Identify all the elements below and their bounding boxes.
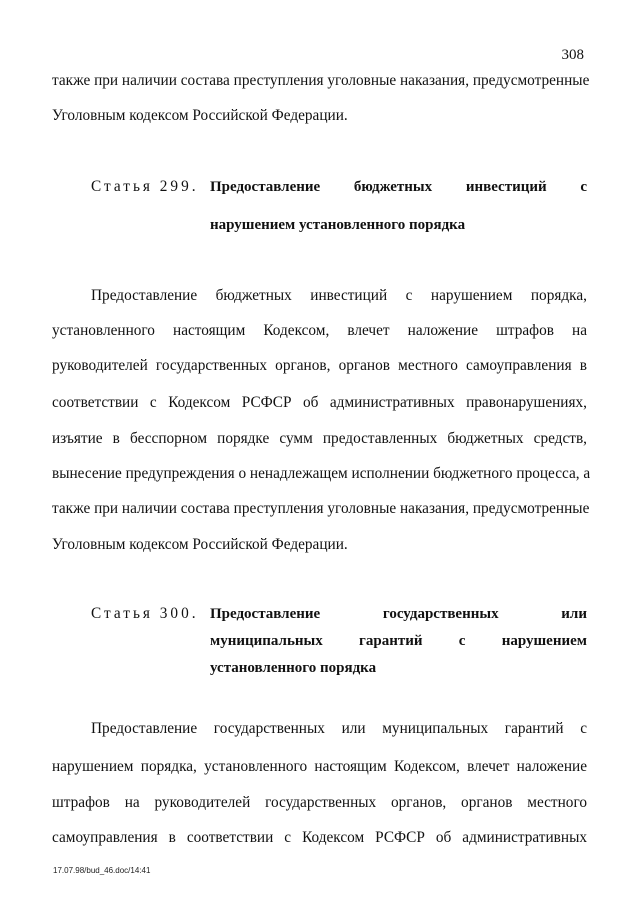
article-299-title-line: нарушением установленного порядка <box>210 217 466 233</box>
article-300-body-line: нарушением порядка, установленного настоящим Кодексом, влечет наложение <box>52 758 587 775</box>
article-300-body-line: Предоставление государственных или муниципальных гарантий с <box>91 720 587 737</box>
article-299-body-line: руководителей государственных органов, органов местного самоуправления в <box>52 357 587 374</box>
article-300-body-line: самоуправления в соответствии с Кодексом РСФСР об административных <box>52 829 587 846</box>
paragraph-line: также при наличии состава преступления уголовные наказания, предусмотренные <box>52 72 590 89</box>
document-footer: 17.07.98/bud_46.doc/14:41 <box>53 866 151 875</box>
article-300-body-line: штрафов на руководителей государственных органов, органов местного <box>52 794 587 811</box>
article-300-title-line: установленного порядка <box>210 660 377 676</box>
article-299-body-line: Предоставление бюджетных инвестиций с нарушением порядка, <box>91 287 587 304</box>
article-299-body-line: вынесение предупреждения о ненадлежащем исполнении бюджетного процесса, а <box>52 465 591 482</box>
page-number: 308 <box>561 47 584 63</box>
article-300-title-line: Предоставление государственных или <box>210 606 587 622</box>
article-299-title-line: Предоставление бюджетных инвестиций с <box>210 179 587 195</box>
article-299-label: Статья 299. <box>91 178 199 195</box>
paragraph-line: Уголовным кодексом Российской Федерации. <box>52 107 348 124</box>
article-299-body-line: изъятие в бесспорном порядке сумм предоставленных бюджетных средств, <box>52 430 587 447</box>
article-299-body-line: также при наличии состава преступления уголовные наказания, предусмотренные <box>52 500 590 517</box>
article-300-label: Статья 300. <box>91 605 199 622</box>
article-299-body-line: соответствии с Кодексом РСФСР об административных правонарушениях, <box>52 394 587 411</box>
article-300-title-line: муниципальных гарантий с нарушением <box>210 633 587 649</box>
article-299-body-line: Уголовным кодексом Российской Федерации. <box>52 536 348 553</box>
article-299-body-line: установленного настоящим Кодексом, влечет наложение штрафов на <box>52 322 587 339</box>
